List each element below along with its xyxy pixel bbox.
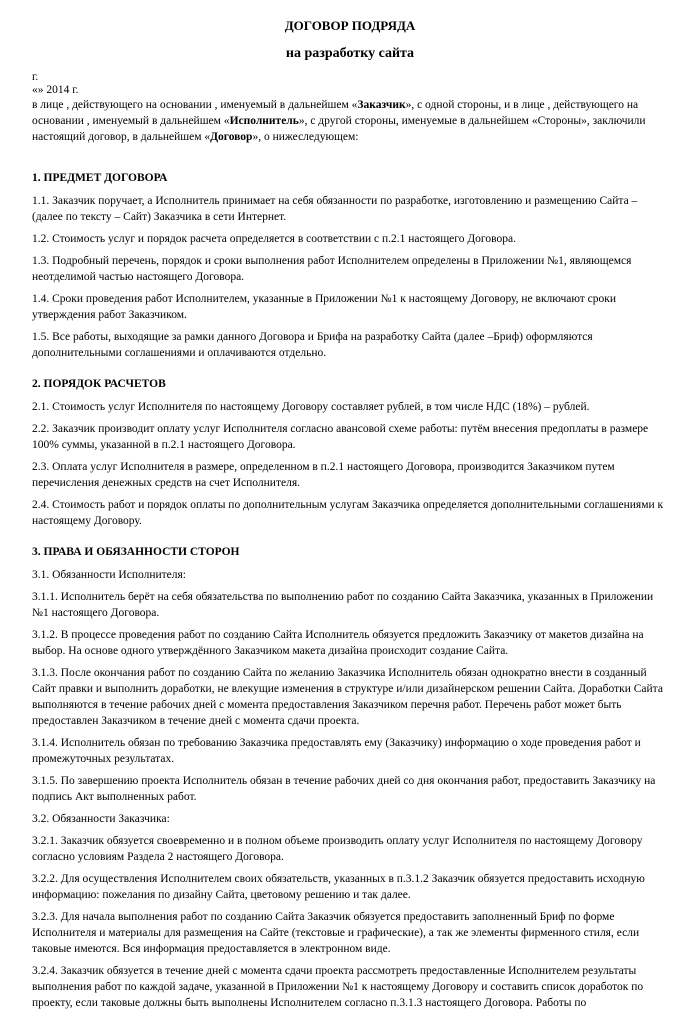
preamble-paragraph xyxy=(32,97,668,145)
contract-term: Договор xyxy=(210,131,253,143)
clause-paragraph: 2.4. Стоимость работ и порядок оплаты по дополнительным услугам Заказчика определяется дополнительными соглашениями к настоящему Договору. xyxy=(32,499,664,527)
clause-paragraph: 1.2. Стоимость услуг и порядок расчета определяется в соответствии с п.2.1 настоящего Договора. xyxy=(32,233,516,245)
clause-paragraph: 3.2.2. Для осуществления Исполнителем своих обязательств, указанных в п.3.1.2 Заказчик обязуется предоставить исходную информацию: пожелания по дизайну Сайта, цветовому решению и так далее. xyxy=(32,873,645,901)
preamble-text: », с одной стороны, и в лице , действующего на основании , именуемый в дальнейшем « xyxy=(32,99,639,127)
clause-paragraph: 3.1.3. После окончания работ по созданию Сайта по желанию Заказчика Исполнитель обязан однократно внести в созданный Сайт правки и выполнить доработки, не влекущие изменения в структуре и/или дизайнерском решении Сайта. Доработки Сайта выполняются в течение рабочих дней с момента предоставления Заказчиком перечня работ. Перечень работ может быть предоставлен Заказчиком в течение дней с момента сдачи проекта. xyxy=(32,667,663,727)
section-heading: 3. ПРАВА И ОБЯЗАННОСТИ СТОРОН xyxy=(32,546,240,558)
clause-paragraph: 2.2. Заказчик производит оплату услуг Исполнителя согласно авансовой схеме работы: путём внесения предоплаты в размере 100% суммы, указанной в п.2.1 настоящего Договора. xyxy=(32,423,649,451)
date-line: «» 2014 г. xyxy=(32,84,79,96)
clause-paragraph: 3.1.2. В процессе проведения работ по созданию Сайта Исполнитель обязуется предложить Заказчику от макетов дизайна на выбор. На основе одного утверждённого Заказчиком макета дизайна происходит создание Сайта. xyxy=(32,629,644,657)
clause-paragraph: 2.1. Стоимость услуг Исполнителя по настоящему Договору составляет рублей, в том числе НДС (18%) – рублей. xyxy=(32,401,590,413)
section-heading: 1. ПРЕДМЕТ ДОГОВОРА xyxy=(32,172,168,184)
document-subtitle: на разработку сайта xyxy=(285,46,415,61)
clause-paragraph: 3.2.1. Заказчик обязуется своевременно и в полном объеме производить оплату услуг Исполнителя по настоящему Договору согласно условиям Раздела 2 настоящего Договора. xyxy=(32,835,643,863)
clause-paragraph: 3.1.1. Исполнитель берёт на себя обязательства по выполнению работ по созданию Сайта Заказчика, указанных в Приложении №1 настоящего Договора. xyxy=(32,591,654,619)
party-customer-term: Заказчик xyxy=(357,99,406,111)
clause-paragraph: 3.2.3. Для начала выполнения работ по созданию Сайта Заказчик обязуется предоставить заполненный Бриф по форме Исполнителя и материалы для размещения на Сайте (текстовые и графические), а так же элементы фирменного стиля, если таковые имеются. Вся информация предоставляется в электронном виде. xyxy=(32,911,640,955)
preamble-text: в лице , действующего на основании , именуемый в дальнейшем « xyxy=(32,99,358,111)
city-line: г. xyxy=(32,71,39,83)
party-contractor-term: Исполнитель xyxy=(229,115,299,127)
clause-paragraph: 1.3. Подробный перечень, порядок и сроки выполнения работ Исполнителем определены в Приложении №1, являющемся неотделимой частью настоящего Договора. xyxy=(32,255,632,283)
clause-paragraph: 1.1. Заказчик поручает, а Исполнитель принимает на себя обязанности по разработке, изготовлению и размещению Сайта – (далее по тексту – Сайт) Заказчика в сети Интернет. xyxy=(32,195,638,223)
clause-paragraph: 3.2.4. Заказчик обязуется в течение дней с момента сдачи проекта рассмотреть предоставленные Исполнителем результаты выполнения работ по каждой задаче, указанной в Приложении №1 к настоящему Договору и составить список доработок по проекту, если таковые должны быть выполнены Исполнителем согласно п.3.1.3 настоящего Договора. Работы по xyxy=(32,965,644,1009)
section-heading: 2. ПОРЯДОК РАСЧЕТОВ xyxy=(32,378,166,390)
preamble-text: », о нижеследующем: xyxy=(252,131,359,143)
clause-paragraph: 2.3. Оплата услуг Исполнителя в размере, определенном в п.2.1 настоящего Договора, производится Заказчиком путем перечисления денежных средств на счет Исполнителя. xyxy=(32,461,615,489)
clause-paragraph: 3.1.4. Исполнитель обязан по требованию Заказчика предоставлять ему (Заказчику) информацию о ходе проведения работ и промежуточных результатах. xyxy=(32,737,641,765)
clause-paragraph: 1.4. Сроки проведения работ Исполнителем, указанные в Приложении №1 к настоящему Договору, не включают сроки утверждения работ Заказчиком. xyxy=(32,293,617,321)
document-page xyxy=(32,18,668,1017)
clause-paragraph: 3.1.5. По завершению проекта Исполнитель обязан в течение рабочих дней со дня окончания работ, предоставить Заказчику на подпись Акт выполненных работ. xyxy=(32,775,656,803)
clause-paragraph: 1.5. Все работы, выходящие за рамки данного Договора и Брифа на разработку Сайта (далее –Бриф) оформляются дополнительными соглашениями и оплачиваются отдельно. xyxy=(32,331,593,359)
document-title: ДОГОВОР ПОДРЯДА xyxy=(284,18,416,33)
clause-paragraph: 3.2. Обязанности Заказчика: xyxy=(32,813,170,825)
clause-paragraph: 3.1. Обязанности Исполнителя: xyxy=(32,569,186,581)
preamble-text: », с другой стороны, именуемые в дальнейшем «Стороны», заключили настоящий договор, в дальнейшем « xyxy=(32,115,646,143)
